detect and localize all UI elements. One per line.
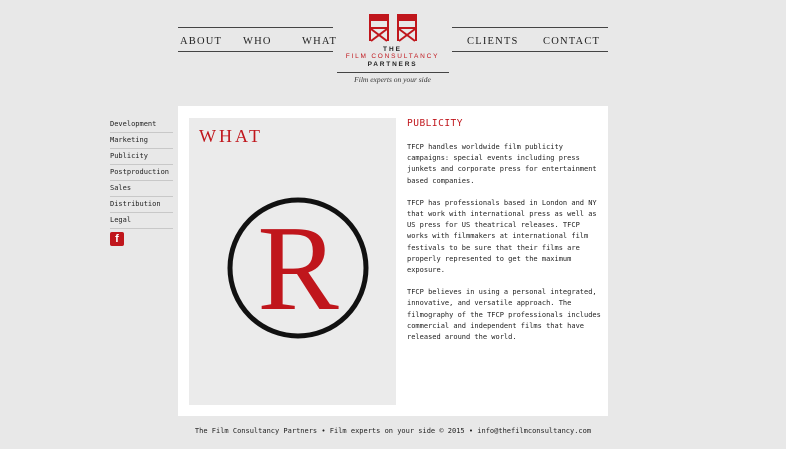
article (407, 118, 603, 354)
nav-about[interactable]: ABOUT (180, 36, 223, 47)
logo-line-partners: PARTNERS (367, 61, 418, 68)
sidebar-item-publicity[interactable]: Publicity (110, 149, 173, 165)
nav-contact[interactable]: CONTACT (543, 36, 601, 47)
registered-mark-icon (226, 196, 370, 340)
sidebar-item-sales[interactable]: Sales (110, 181, 173, 197)
logo-tagline: Film experts on your side (354, 75, 431, 84)
sidebar-item-legal[interactable]: Legal (110, 213, 173, 229)
nav-rule-bottom-left (178, 51, 333, 52)
footer-text: The Film Consultancy Partners • Film experts on your side © 2015 • info@thefilmconsultancy.com (194, 427, 592, 435)
nav-who[interactable]: WHO (243, 36, 272, 47)
sidebar-item-postproduction[interactable]: Postproduction (110, 165, 173, 181)
sidebar-item-distribution[interactable]: Distribution (110, 197, 173, 213)
emblem-letter: R (257, 201, 339, 336)
sidebar-nav (110, 117, 173, 229)
logo-divider (337, 72, 449, 73)
nav-rule-top-left (178, 27, 333, 28)
site-logo[interactable] (335, 12, 450, 96)
sidebar-item-development[interactable]: Development (110, 117, 173, 133)
article-heading: PUBLICITY (407, 118, 463, 129)
nav-rule-top-right (452, 27, 608, 28)
logo-line-the: THE (383, 46, 402, 53)
nav-rule-bottom-right (452, 51, 608, 52)
nav-clients[interactable]: CLIENTS (467, 36, 519, 47)
sidebar-item-marketing[interactable]: Marketing (110, 133, 173, 149)
directors-chairs-icon (367, 12, 419, 44)
article-paragraph-2: TFCP has professionals based in London and NY that work with international press as well as US press for US theatrical releases. TFCP works with filmmakers at international film festivals to be sure that their films are properly represented to get the maximum exposure. (407, 198, 597, 275)
logo-line-film-consultancy: FILM CONSULTANCY (345, 53, 440, 60)
article-paragraph-1: TFCP handles worldwide film publicity campaigns: special events including press junkets and corporate press for entertainment based companies. (407, 143, 597, 185)
article-paragraph-3: TFCP believes in using a personal integrated, innovative, and versatile approach. The filmography of the TFCP professionals includes commercial and independent films that have released around the world. (407, 288, 601, 342)
facebook-icon[interactable]: f (110, 232, 124, 246)
nav-what[interactable]: WHAT (302, 36, 338, 47)
panel-title: WHAT (199, 126, 263, 146)
